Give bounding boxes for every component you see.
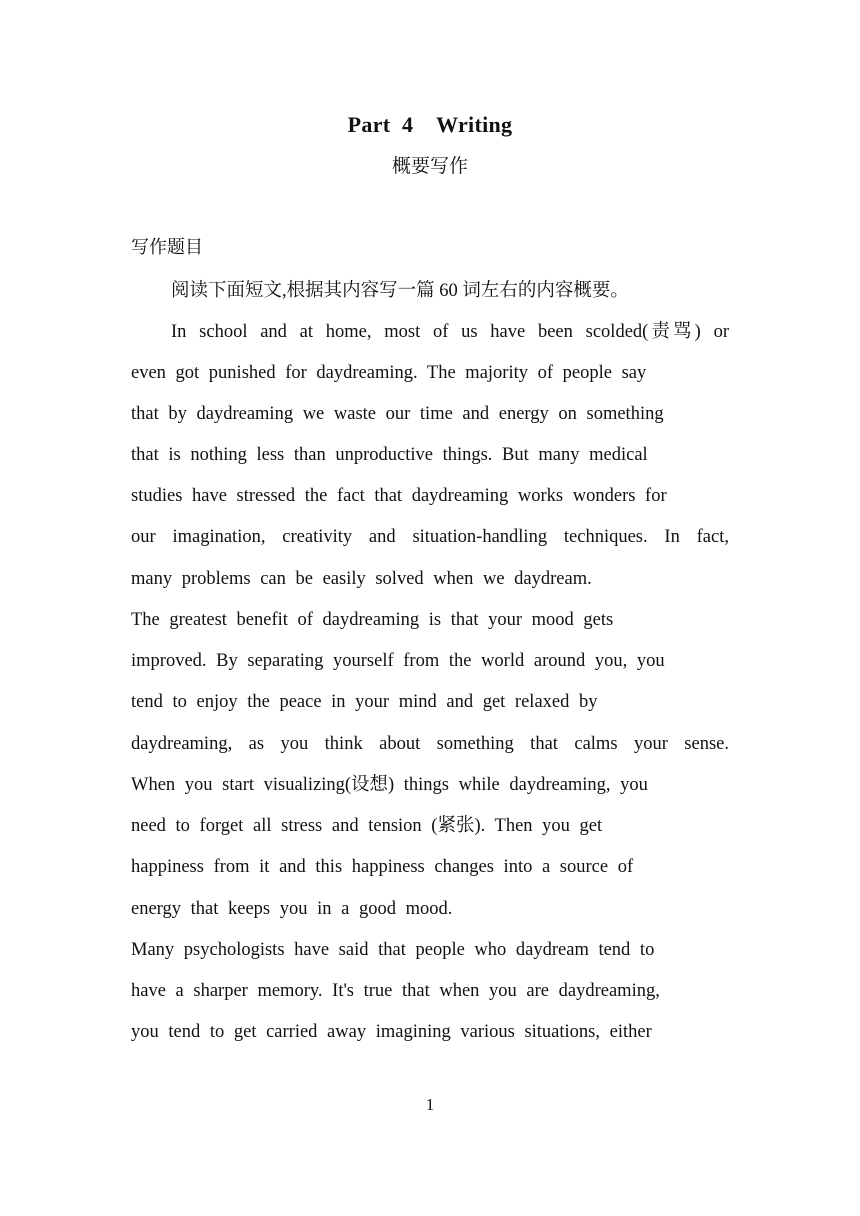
passage-line: need to forget all stress and tension (紧张). Then you get [131,816,603,836]
section-heading: 写作题目 [131,237,203,258]
passage-line: have a sharper memory. It's true that when you are daydreaming, [131,981,660,1001]
passage-line: Many psychologists have said that people who daydream tend to [131,940,655,960]
passage-line: daydreaming, as you think about something that calms your sense. [131,734,729,754]
passage-line: even got punished for daydreaming. The majority of people say [131,363,647,383]
passage-line: The greatest benefit of daydreaming is that your mood gets [131,610,614,630]
passage-line: happiness from it and this happiness changes into a source of [131,857,634,877]
page-number: 1 [425,1095,435,1114]
page-subtitle: 概要写作 [391,155,468,177]
passage-line: many problems can be easily solved when we daydream. [131,569,592,589]
task-instruction: 阅读下面短文,根据其内容写一篇 60 词左右的内容概要。 [171,281,629,301]
passage-line: you tend to get carried away imagining various situations, either [131,1022,652,1042]
passage-line: our imagination, creativity and situation-handling techniques. In fact, [131,527,729,547]
passage-line: improved. By separating yourself from the world around you, you [131,651,665,671]
passage-line: energy that keeps you in a good mood. [131,899,453,919]
passage-line: studies have stressed the fact that daydreaming works wonders for [131,486,667,506]
passage-line: that by daydreaming we waste our time and energy on something [131,404,664,424]
passage-line: that is nothing less than unproductive things. But many medical [131,445,648,465]
passage-line: In school and at home, most of us have been scolded(责骂) or [171,322,729,342]
page-title: Part 4 Writing [347,112,513,137]
passage-line: When you start visualizing(设想) things while daydreaming, you [131,775,648,795]
passage-line: tend to enjoy the peace in your mind and get relaxed by [131,692,598,712]
